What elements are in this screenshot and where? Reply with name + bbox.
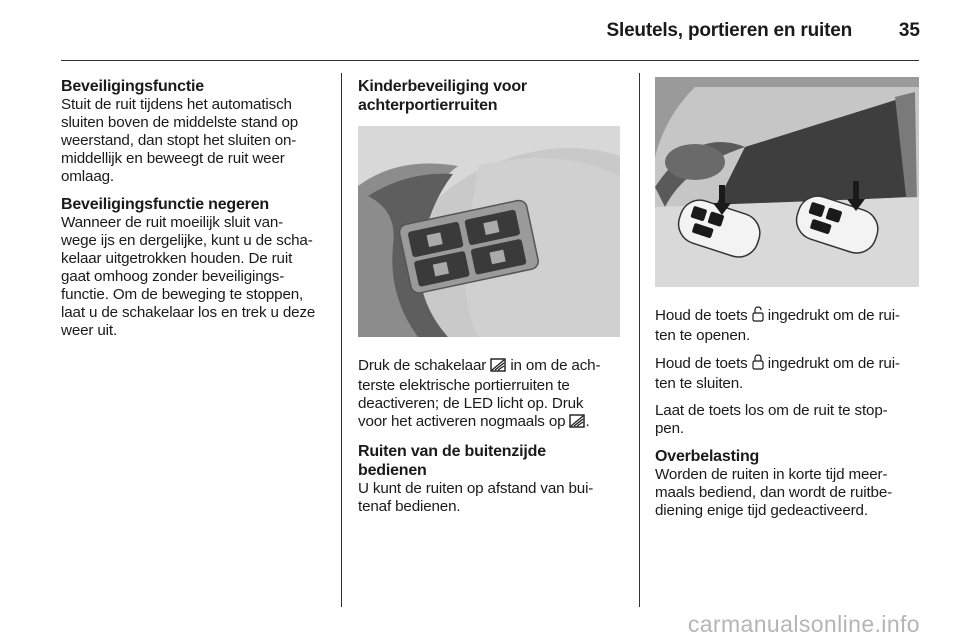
text-line: omlaag. [61, 168, 114, 185]
text-line: laat u de schakelaar los en trek u deze [61, 304, 316, 321]
paragraph [358, 357, 633, 433]
paragraph [655, 402, 925, 438]
column-2 [358, 77, 633, 115]
section-heading [358, 442, 633, 480]
text-line: Laat de toets los om de ruit te stop- [655, 402, 888, 419]
heading-line: achterportierruiten [358, 97, 498, 114]
paragraph [61, 96, 336, 186]
lock-icon [752, 354, 764, 375]
text-line: weer uit. [61, 322, 118, 339]
text-line: Wanneer de ruit moeilijk sluit van- [61, 214, 284, 231]
text-line: functie. Om de beweging te stoppen, [61, 286, 304, 303]
text-line: tenaf bedienen. [358, 498, 461, 515]
text-fragment: ingedrukt om de rui- [767, 355, 900, 372]
text-fragment: in om de ach- [510, 357, 601, 374]
text-line: ten te sluiten. [655, 375, 744, 392]
heading-line: Kinderbeveiliging voor [358, 78, 527, 95]
watermark: carmanualsonline.info [687, 611, 920, 637]
text-line: U kunt de ruiten op afstand van bui- [358, 480, 594, 497]
text-line: diening enige tijd gedeactiveerd. [655, 502, 868, 519]
window-lock-icon [569, 414, 585, 433]
page-number: 35 [898, 20, 920, 41]
text-line: sluiten boven de middelste stand op [61, 114, 299, 131]
section-heading: Overbelasting [655, 448, 760, 465]
section-heading [358, 77, 633, 115]
door-switch-illustration [358, 126, 620, 337]
section-heading: Beveiligingsfunctie [61, 78, 204, 95]
paragraph [655, 354, 925, 393]
header-rule [61, 60, 919, 61]
text-line: Worden de ruiten in korte tijd meer- [655, 466, 888, 483]
paragraph [655, 466, 925, 520]
heading-line: bedienen [358, 462, 427, 479]
paragraph [61, 214, 336, 340]
column-2-lower [358, 357, 633, 516]
unlock-icon [752, 306, 764, 327]
page-header-title: Sleutels, portieren en ruiten [606, 20, 852, 41]
text-fragment: . [585, 413, 590, 430]
text-fragment: Houd de toets [655, 307, 748, 324]
text-fragment: ingedrukt om de rui- [767, 307, 900, 324]
text-fragment: voor het activeren nogmaals op [358, 413, 566, 430]
column-3 [655, 306, 925, 520]
text-line: ten te openen. [655, 327, 751, 344]
text-fragment: Druk de schakelaar [358, 357, 487, 374]
paragraph [655, 306, 925, 345]
column-divider [639, 73, 640, 607]
text-line: kelaar uitgetrokken houden. De ruit [61, 250, 293, 267]
text-fragment: Houd de toets [655, 355, 748, 372]
section-heading: Beveiligingsfunctie negeren [61, 196, 269, 213]
remote-key-illustration [655, 77, 919, 287]
text-line: deactiveren; de LED licht op. Druk [358, 395, 584, 412]
heading-line: Ruiten van de buitenzijde [358, 443, 546, 460]
text-line: terste elektrische portierruiten te [358, 377, 570, 394]
text-line: pen. [655, 420, 684, 437]
window-lock-icon [490, 358, 506, 377]
text-line: weerstand, dan stopt het sluiten on- [61, 132, 297, 149]
text-line: gaat omhoog zonder beveiligings- [61, 268, 285, 285]
text-line: maals bediend, dan wordt de ruitbe- [655, 484, 893, 501]
column-divider [341, 73, 342, 607]
paragraph [358, 480, 633, 516]
text-line: Stuit de ruit tijdens het automatisch [61, 96, 292, 113]
column-1 [61, 77, 336, 340]
text-line: wege ijs en dergelijke, kunt u de scha- [61, 232, 313, 249]
text-line: middellijk en beweegt de ruit weer [61, 150, 285, 167]
